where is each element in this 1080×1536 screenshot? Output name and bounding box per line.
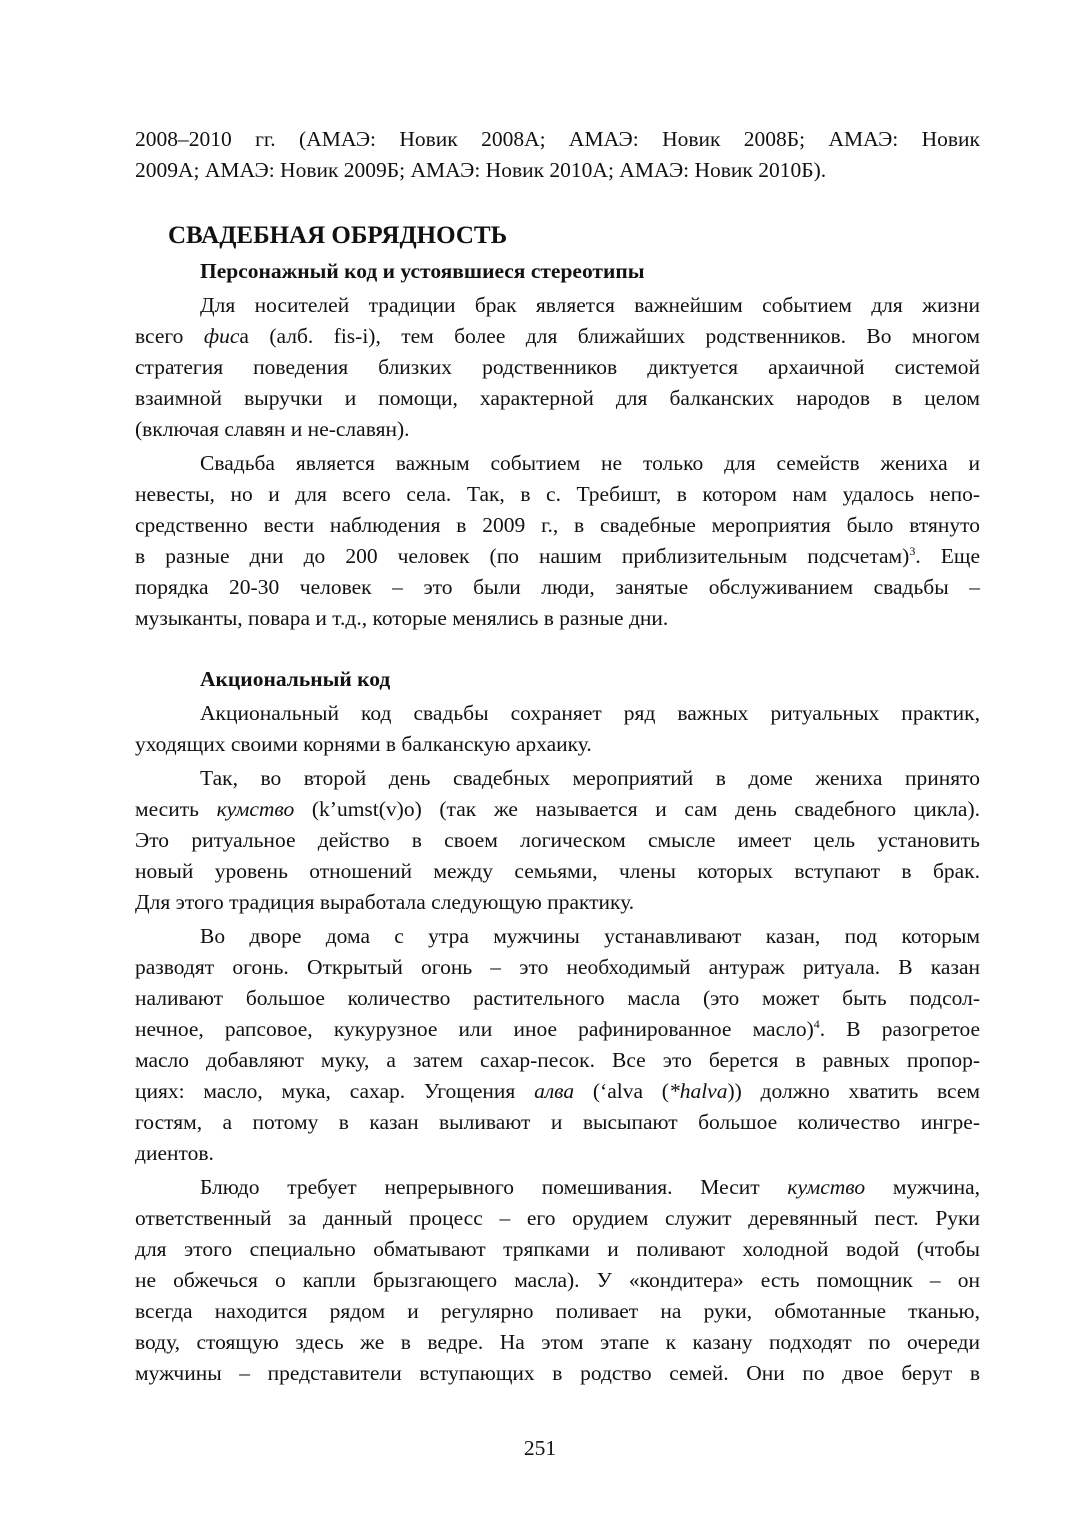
text-run: стратегия поведения близких родственников диктуется архаичной системой	[135, 355, 980, 379]
paragraph	[135, 698, 980, 760]
italic-term: фис	[203, 324, 240, 348]
text-line	[135, 983, 980, 1014]
italic-term: кумство	[787, 1175, 866, 1199]
text-line	[135, 603, 980, 634]
text-run: наливают большое количество растительного масла (это может быть подсол-	[135, 986, 980, 1010]
text-line	[135, 1076, 980, 1107]
text-run: средственно вести наблюдения в 2009 г., в свадебные мероприятия было втянуто	[135, 513, 980, 537]
text-line	[135, 729, 980, 760]
subsection-heading: Персонажный код и устоявшиеся стереотипы	[200, 259, 645, 283]
text-run: мужчина,	[865, 1175, 980, 1199]
section-heading: СВАДЕБНАЯ ОБРЯДНОСТЬ	[168, 222, 508, 249]
subsection-heading: Акциональный код	[200, 667, 391, 691]
text-line	[135, 1138, 980, 1169]
paragraph	[135, 921, 980, 1169]
text-line	[135, 321, 980, 352]
text-line	[135, 698, 980, 729]
text-line	[135, 794, 980, 825]
text-line	[135, 572, 980, 603]
text-line	[135, 479, 980, 510]
text-run: гостям, а потому в казан выливают и высыпают большое количество ингре-	[135, 1110, 980, 1134]
italic-term: кумство	[216, 797, 295, 821]
text-run: месить	[135, 797, 217, 821]
text-run: Так, во второй день свадебных мероприятий в доме жениха принято	[200, 766, 980, 790]
text-run: музыканты, повара и т.д., которые менялись в разные дни.	[135, 606, 669, 630]
text-line	[135, 825, 980, 856]
text-run: взаимной выручки и помощи, характерной для балканских народов в целом	[135, 386, 980, 410]
text-run: . Еще	[915, 544, 980, 568]
text-run: 2008–2010 гг. (АМАЭ: Новик 2008А; АМАЭ: Новик 2008Б; АМАЭ: Новик	[135, 127, 980, 151]
text-line	[135, 290, 980, 321]
text-line	[135, 352, 980, 383]
text-run: а (алб. fis-i), тем более для ближайших родственников. Во многом	[239, 324, 980, 348]
text-line	[135, 887, 980, 918]
text-run: разводят огонь. Открытый огонь – это необходимый антураж ритуала. В казан	[135, 955, 980, 979]
text-run: Для этого традиция выработала следующую практику.	[135, 890, 635, 914]
paragraph	[135, 1172, 980, 1389]
text-run: Акциональный код свадьбы сохраняет ряд важных ритуальных практик,	[200, 701, 980, 725]
text-run: (k’umst(v)o) (так же называется и сам день свадебного цикла).	[294, 797, 980, 821]
page-number: 251	[523, 1436, 557, 1460]
text-run: Для носителей традиции брак является важнейшим событием для жизни	[200, 293, 980, 317]
paragraph	[135, 448, 980, 634]
text-line	[135, 541, 980, 572]
text-run: не обжечься о капли брызгающего масла). У «кондитера» есть помощник – он	[135, 1268, 980, 1292]
text-run: (‘alva (	[574, 1079, 669, 1103]
text-line	[135, 510, 980, 541]
page-body	[135, 121, 980, 1389]
text-run: диентов.	[135, 1141, 214, 1165]
text-run: )) должно хватить всем	[727, 1079, 980, 1103]
text-line	[135, 1265, 980, 1296]
text-run: Свадьба является важным событием не только для семейств жениха и	[200, 451, 980, 475]
text-run: нечное, рапсовое, кукурузное или иное рафинированное масло)	[135, 1017, 814, 1041]
text-run: воду, стоящую здесь же в ведре. На этом этапе к казану подходят по очереди	[135, 1330, 980, 1354]
text-line	[135, 1296, 980, 1327]
text-run: Это ритуальное действо в своем логическом смысле имеет цель установить	[135, 828, 980, 852]
text-run: в разные дни до 200 человек (по нашим приблизительным подсчетам)	[135, 544, 910, 568]
text-line	[135, 448, 980, 479]
text-line	[135, 1045, 980, 1076]
text-run: Блюдо требует непрерывного помешивания. Месит	[200, 1175, 788, 1199]
text-line	[135, 383, 980, 414]
text-line	[135, 1327, 980, 1358]
text-line	[135, 414, 980, 445]
text-line	[135, 124, 980, 155]
text-line	[135, 1172, 980, 1203]
text-line	[135, 1014, 980, 1045]
text-run: циях: масло, мука, сахар. Угощения	[135, 1079, 535, 1103]
text-line	[135, 856, 980, 887]
text-line	[135, 952, 980, 983]
italic-term: *halva	[668, 1079, 728, 1103]
text-run: ответственный за данный процесс – его орудием служит деревянный пест. Руки	[135, 1206, 980, 1230]
text-line	[135, 1107, 980, 1138]
text-run: (включая славян и не-славян).	[135, 417, 410, 441]
footnote-ref: 4	[813, 1017, 820, 1031]
text-run: для этого специально обматывают тряпками и поливают холодной водой (чтобы	[135, 1237, 980, 1261]
text-line	[135, 1203, 980, 1234]
text-run: новый уровень отношений между семьями, члены которых вступают в брак.	[135, 859, 980, 883]
text-run: 2009А; АМАЭ: Новик 2009Б; АМАЭ: Новик 2010А; АМАЭ: Новик 2010Б).	[135, 158, 827, 182]
text-line	[135, 1358, 980, 1389]
text-run: порядка 20-30 человек – это были люди, занятые обслуживанием свадьбы –	[135, 575, 980, 599]
text-run: мужчины – представители вступающих в родство семей. Они по двое берут в	[135, 1361, 980, 1385]
text-line	[135, 921, 980, 952]
text-run: всегда находится рядом и регулярно поливает на руки, обмотанные тканью,	[135, 1299, 980, 1323]
text-run: уходящих своими корнями в балканскую архаику.	[135, 732, 592, 756]
text-run: Во дворе дома с утра мужчины устанавливают казан, под которым	[200, 924, 980, 948]
text-run: всего	[135, 324, 204, 348]
text-line	[135, 155, 980, 186]
footnote-ref: 3	[909, 544, 916, 558]
text-run: невесты, но и для всего села. Так, в с. Требишт, в котором нам удалось непо-	[135, 482, 980, 506]
text-run: масло добавляют муку, а затем сахар-песок. Все это берется в равных пропор-	[135, 1048, 980, 1072]
paragraph	[135, 763, 980, 918]
text-line	[135, 1234, 980, 1265]
italic-term: алва	[534, 1079, 575, 1103]
text-run: . В разогретое	[819, 1017, 980, 1041]
paragraph	[135, 124, 980, 186]
paragraph	[135, 290, 980, 445]
text-line	[135, 763, 980, 794]
